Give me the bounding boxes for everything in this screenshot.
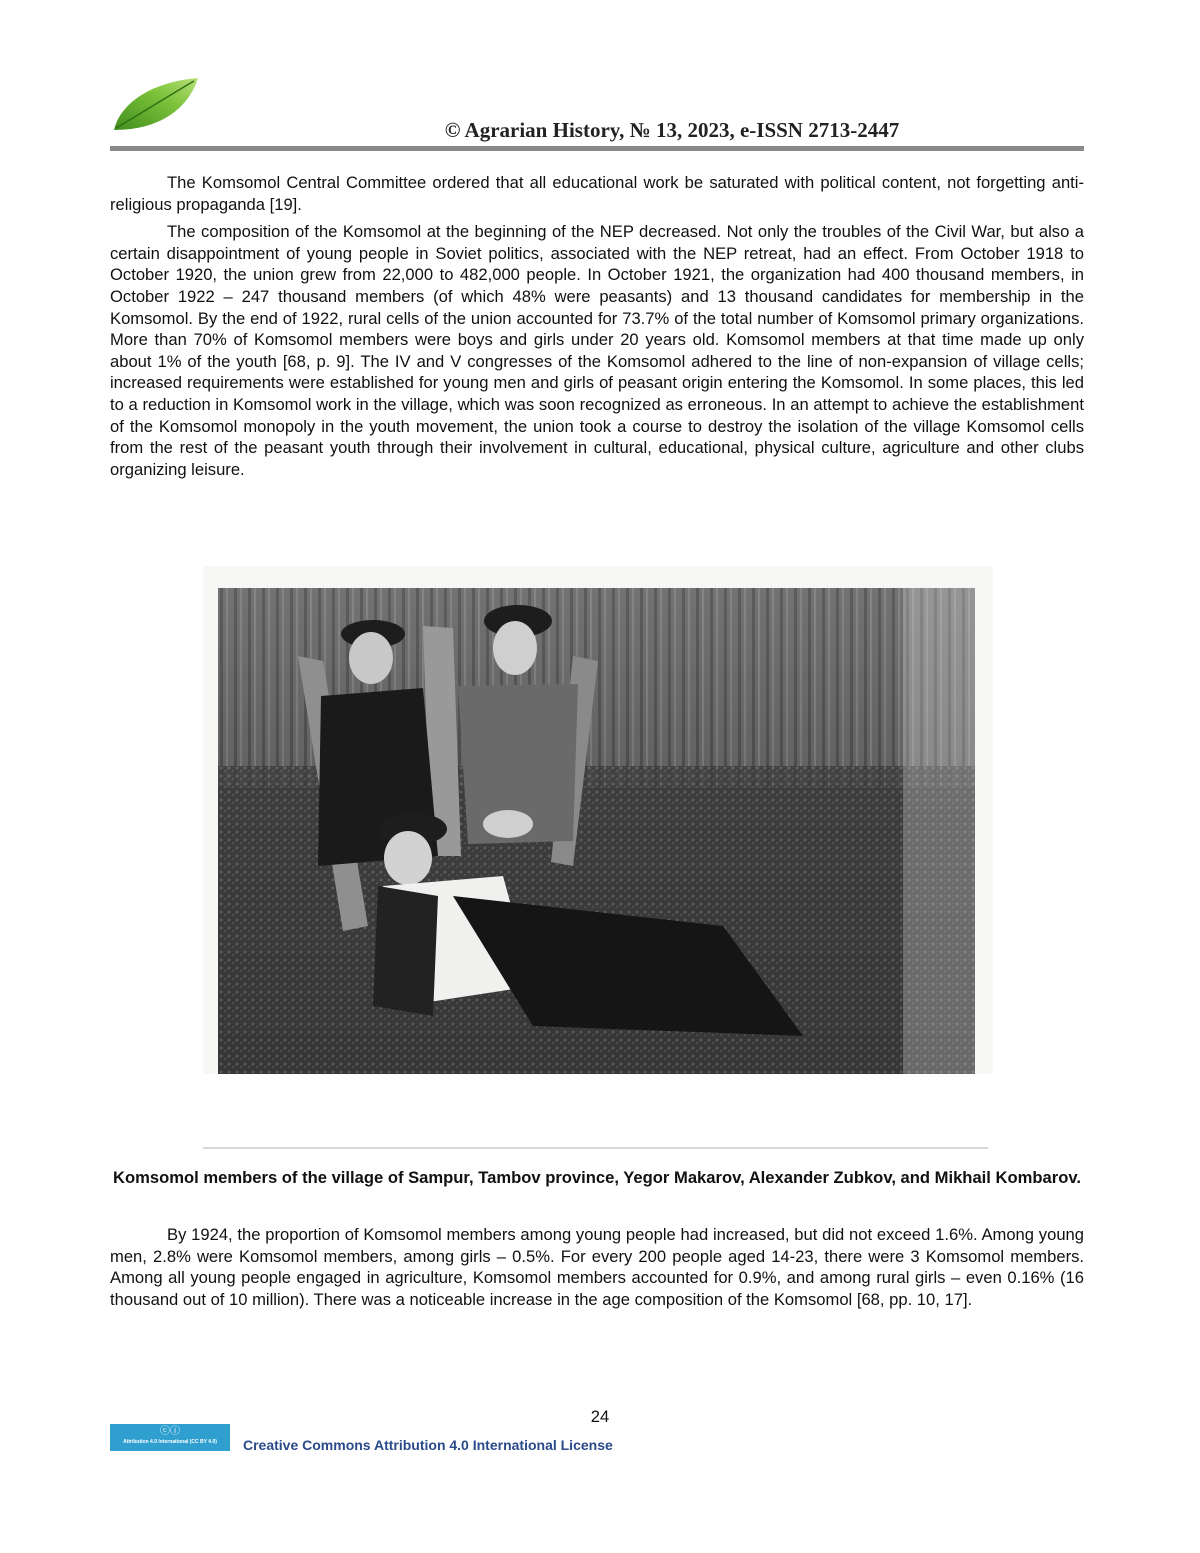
page-number: 24 (590, 1407, 610, 1426)
journal-header: © Agrarian History, № 13, 2023, e-ISSN 2713-2447 (444, 118, 900, 142)
archival-photo (203, 566, 993, 1162)
cc-badge-text: Attribution 4.0 International (CC BY 4.0) (123, 1439, 217, 1445)
body-text-bottom (110, 1224, 1084, 1316)
cc-license-badge[interactable] (110, 1424, 230, 1451)
paragraph: The Komsomol Central Committee ordered that all educational work be saturated with political content, not forgetting anti-religious propaganda [19]. (110, 173, 1084, 214)
license-link[interactable]: Creative Commons Attribution 4.0 International License (243, 1437, 613, 1453)
header-divider (110, 146, 1084, 151)
photo-image (203, 566, 993, 1162)
photo-caption: Komsomol members of the village of Sampur, Tambov province, Yegor Makarov, Alexander Zubkov, and Mikhail Kombarov. (113, 1168, 1081, 1187)
cc-by-icon: ⓒⓘ (160, 1426, 180, 1437)
paragraph: By 1924, the proportion of Komsomol members among young people had increased, but did not exceed 1.6%. Among young men, 2.8% were Komsomol members, among girls – 0.5%. For every 200 people aged 14-23, there were 3 Komsomol members. Among all young people engaged in agriculture, Komsomol members accounted for 0.9%, and among rural girls – even 0.16% (16 thousand out of 10 million). There was a noticeable increase in the age composition of the Komsomol [68, pp. 10, 17]. (110, 1225, 1084, 1309)
body-text-top (110, 172, 1084, 486)
paragraph: The composition of the Komsomol at the beginning of the NEP decreased. Not only the troubles of the Civil War, but also a certain disappointment of young people in Soviet politics, associated with the NEP retreat, had an effect. From October 1918 to October 1920, the union grew from 22,000 to 482,000 people. In October 1921, the organization had 400 thousand members, in October 1922 – 247 thousand members (of which 48% were peasants) and 13 thousand candidates for membership in the Komsomol. By the end of 1922, rural cells of the union accounted for 73.7% of the total number of Komsomol primary organizations. More than 70% of Komsomol members were boys and girls under 20 years old. Komsomol members at that time made up only about 1% of the youth [68, p. 9]. The IV and V congresses of the Komsomol adhered to the line of non-expansion of village cells; increased requirements were established for young men and girls of peasant origin entering the Komsomol. In some places, this led to a reduction in Komsomol work in the village, which was soon recognized as erroneous. In an attempt to achieve the establishment of the Komsomol monopoly in the youth movement, the union took a course to destroy the isolation of the village Komsomol cells from the rest of the peasant youth through their involvement in cultural, educational, physical culture, agriculture and other clubs organizing leisure. (110, 222, 1084, 479)
